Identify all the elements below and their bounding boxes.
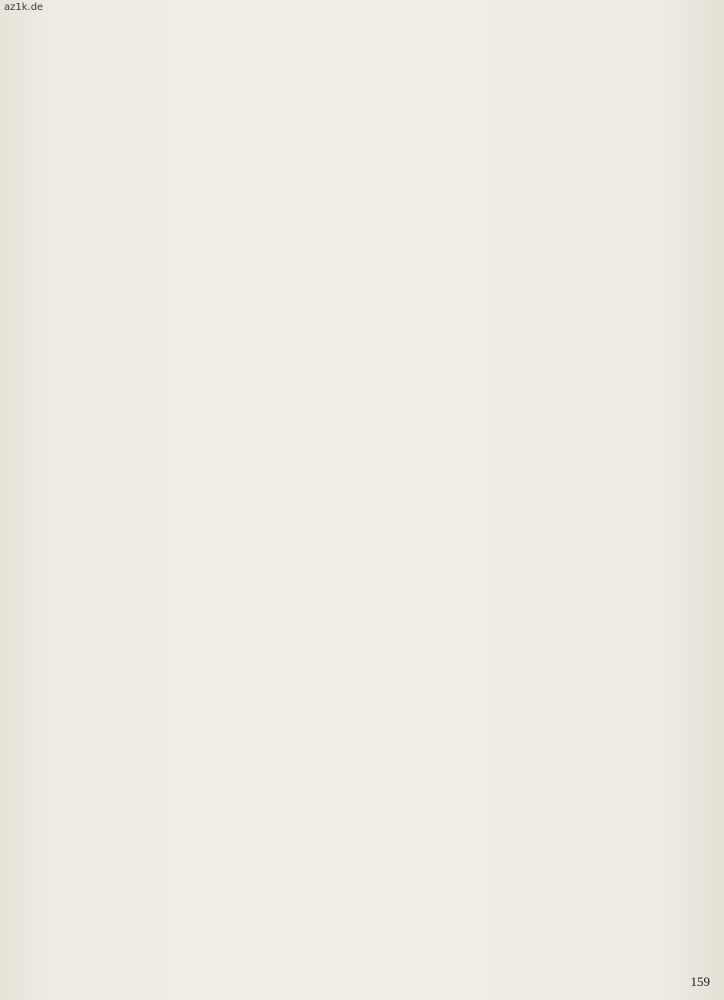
watermark: az1k.de — [4, 2, 44, 13]
page-number: 159 — [690, 974, 710, 989]
